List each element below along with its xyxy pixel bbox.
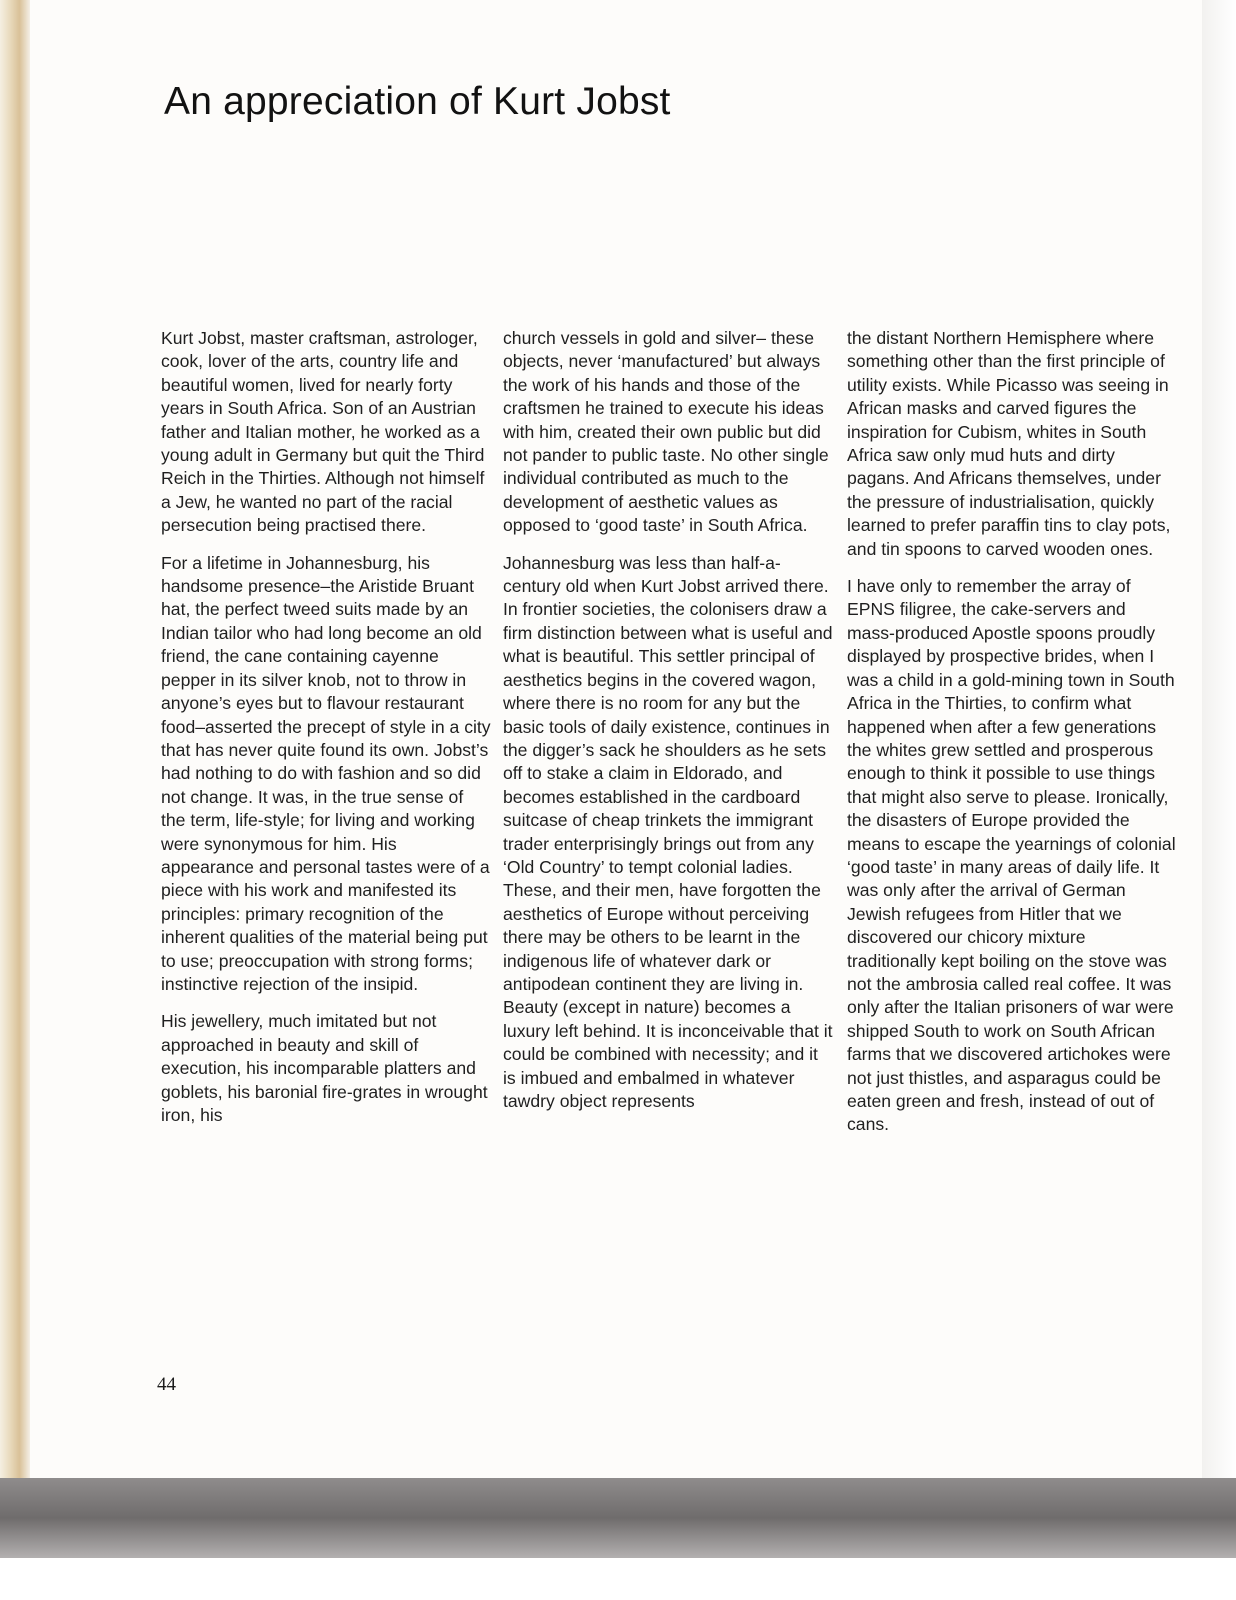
paragraph: Kurt Jobst, master craftsman, astrologer, cook, lover of the arts, country life and beautiful women, lived for nearly forty years in South Africa. Son of an Austrian father and Italian mother, he worked as a young adult in Germany but quit the Third Reich in the Thirties. Although not himself a Jew, he wanted no part of the racial persecution being practised there.	[161, 328, 485, 536]
page-right-edge	[1202, 0, 1236, 1478]
scan-bottom-margin	[0, 1558, 1236, 1600]
text-column-3	[847, 327, 1177, 1137]
page-number: 44	[157, 1374, 176, 1395]
scan-bottom-shadow	[0, 1478, 1236, 1558]
paragraph: church vessels in gold and silver– these objects, never ‘manufactured’ but always the work of his hands and those of the craftsmen he trained to execute his ideas with him, created their own public but did not pander to public taste. No other single individual contributed as much to the development of aesthetic values as opposed to ‘good taste’ in South Africa.	[503, 328, 829, 536]
book-spine-shadow	[0, 0, 30, 1560]
text-column-2	[503, 327, 833, 1113]
paragraph: the distant Northern Hemisphere where something other than the first principle of utility exists. While Picasso was seeing in African masks and carved figures the inspiration for Cubism, whites in South Africa saw only mud huts and dirty pagans. And Africans themselves, under the pressure of industrialisation, quickly learned to prefer paraffin tins to clay pots, and tin spoons to carved wooden ones.	[847, 328, 1171, 559]
text-column-1	[161, 327, 491, 1127]
paragraph: I have only to remember the array of EPNS filigree, the cake-servers and mass-produced Apostle spoons proudly displayed by prospective brides, when I was a child in a gold-mining town in South Africa in the Thirties, to confirm what happened when after a few generations the whites grew settled and prosperous enough to think it possible to use things that might also serve to please. Ironically, the disasters of Europe provided the means to escape the yearnings of colonial ‘good taste’ in many areas of daily life. It was only after the arrival of German Jewish refugees from Hitler that we discovered our chicory mixture traditionally kept boiling on the stove was not the ambrosia called real coffee. It was only after the Italian prisoners of war were shipped South to work on South African farms that we discovered artichokes were not just thistles, and asparagus could be eaten green and fresh, instead of out of cans.	[847, 576, 1176, 1135]
paragraph: His jewellery, much imitated but not approached in beauty and skill of execution, his incomparable platters and goblets, his baronial fire-grates in wrought iron, his	[161, 1011, 488, 1125]
paragraph: For a lifetime in Johannesburg, his handsome presence–the Aristide Bruant hat, the perfect tweed suits made by an Indian tailor who had long become an old friend, the cane containing cayenne pepper in its silver knob, not to throw in anyone’s eyes but to flavour restaurant food–asserted the precept of style in a city that has never quite found its own. Jobst’s had nothing to do with fashion and so did not change. It was, in the true sense of the term, life-style; for living and working were synonymous for him. His appearance and personal tastes were of a piece with his work and manifested its principles: primary recognition of the inherent qualities of the material being put to use; preoccupation with strong forms; instinctive rejection of the insipid.	[161, 552, 491, 994]
paragraph: Johannesburg was less than half-a-century old when Kurt Jobst arrived there. In frontier societies, the colonisers draw a firm distinction between what is useful and what is beautiful. This settler principal of aesthetics begins in the covered wagon, where there is no room for any but the basic tools of daily existence, continues in the digger’s sack he shoulders as he sets off to stake a claim in Eldorado, and becomes established in the cardboard suitcase of cheap trinkets the immigrant trader enterprisingly brings out from any ‘Old Country’ to tempt colonial ladies. These, and their men, have forgotten the aesthetics of Europe without perceiving there may be others to be learnt in the indigenous life of whatever dark or antipodean continent they are living in. Beauty (except in nature) becomes a luxury left behind. It is inconceivable that it could be combined with necessity; and it is imbued and embalmed in whatever tawdry object represents	[503, 552, 833, 1111]
article-title: An appreciation of Kurt Jobst	[164, 80, 671, 123]
